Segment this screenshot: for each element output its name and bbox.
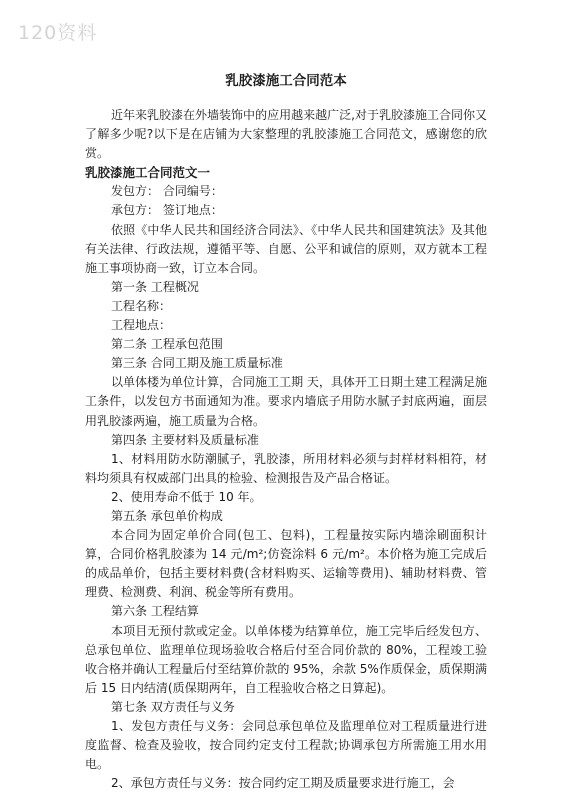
paragraph: 工程地点： xyxy=(111,318,172,333)
paragraph: 近年来乳胶漆在外墙装饰中的应用越来越广泛,对于乳胶漆施工合同你又了解多少呢?以下是在店铺为大家整理的乳胶漆施工合同范文，感谢您的欣赏。 xyxy=(85,108,487,161)
paragraph: 以单体楼为单位计算，合同施工工期 天，具体开工日期土建工程满足施工条件，以发包方书面通知为准。要求内墙底子用防水腻子封底两遍，面层用乳胶漆两遍，施工质量为合格。 xyxy=(85,375,487,428)
paragraph: 第二条 工程承包范围 xyxy=(111,337,223,352)
paragraph: 依照《中华人民共和国经济合同法》、《中华人民共和国建筑法》及其他有关法律、行政法规，遵循平等、自愿、公平和诚信的原则，双方就本工程施工事项协商一致，订立本合同。 xyxy=(85,222,487,275)
paragraph: 第三条 合同工期及施工质量标准 xyxy=(111,356,283,371)
section-heading: 乳胶漆施工合同范文一 xyxy=(85,165,211,181)
paragraph: 第六条 工程结算 xyxy=(111,604,199,619)
paragraph: 第一条 工程概况 xyxy=(111,279,199,294)
document-title: 乳胶漆施工合同范本 xyxy=(225,73,347,89)
paragraph: 2、使用寿命不低于 10 年。 xyxy=(111,489,262,504)
paragraph: 第五条 承包单价构成 xyxy=(111,508,223,523)
paragraph: 1、发包方责任与义务：会同总承包单位及监理单位对工程质量进行进度监督、检查及验收，按合同约定支付工程款;协调承包方所需施工用水用电。 xyxy=(85,719,487,772)
document-body xyxy=(85,106,487,793)
paragraph: 发包方： 合同编号： xyxy=(111,184,223,199)
paragraph: 承包方： 签订地点： xyxy=(111,203,223,218)
document-page xyxy=(85,72,487,793)
paragraph: 2、承包方责任与义务：按合同约定工期及质量要求进行施工，会 xyxy=(111,776,455,791)
watermark-text: 120资料 xyxy=(18,22,98,44)
paragraph: 本合同为固定单价合同(包工、包料)，工程量按实际内墙涂刷面积计算，合同价格乳胶漆为 14 元/m²;仿瓷涂料 6 元/m²。本价格为施工完成后的成品单价，包括主要材料费(含材料购买、运输等费用)、辅助材料费、管理费、检测费、利润、税金等所有费用。 xyxy=(85,528,487,600)
paragraph: 工程名称： xyxy=(111,298,172,313)
paragraph: 第四条 主要材料及质量标准 xyxy=(111,432,259,447)
paragraph: 1、材料用防水防潮腻子，乳胶漆，所用材料必须与封样材料相符，材料均须具有权威部门出具的检验、检测报告及产品合格证。 xyxy=(85,451,487,485)
paragraph: 本项目无预付款或定金。以单体楼为结算单位，施工完毕后经发包方、总承包单位、监理单位现场验收合格后付至合同价款的 80%，工程竣工验收合格并确认工程量后付至结算价款的 95%，余款 5%作质保金，质保期满后 15 日内结清(质保期两年，自工程验收合格之日算起)。 xyxy=(85,623,487,695)
paragraph: 第七条 双方责任与义务 xyxy=(111,699,235,714)
